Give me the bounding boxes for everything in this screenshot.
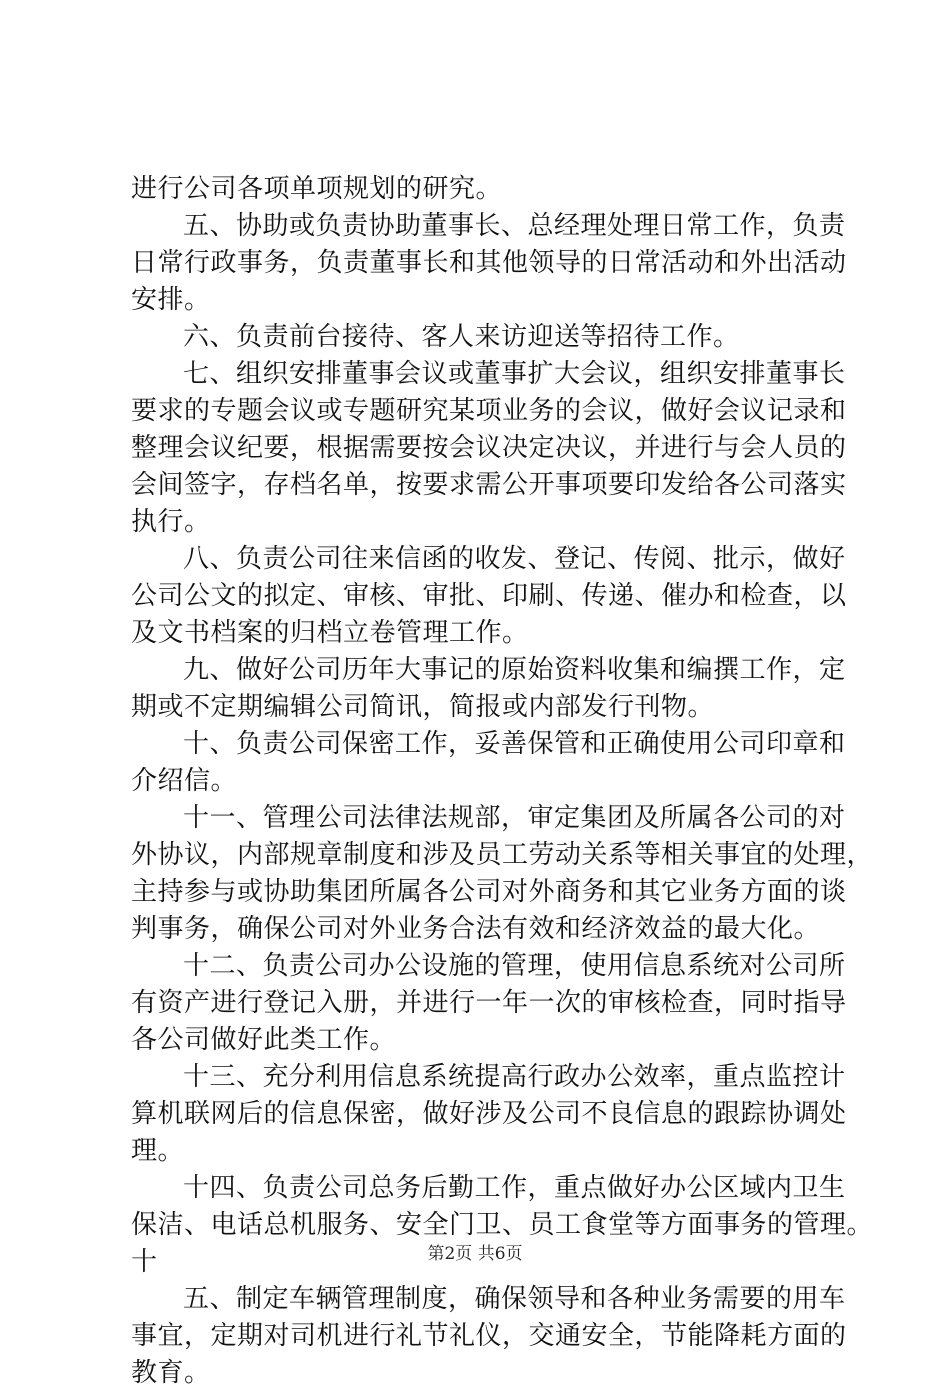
document-line: 执行。	[131, 507, 211, 537]
document-line: 保洁、电话总机服务、安全门卫、员工食堂等方面事务的管理。	[131, 1210, 874, 1240]
document-line: 期或不定期编辑公司简讯，简报或内部发行刊物。	[131, 692, 715, 722]
document-line: 主持参与或协助集团所属各公司对外商务和其它业务方面的谈	[131, 877, 847, 907]
document-line: 进行公司各项单项规划的研究。	[131, 174, 503, 204]
document-line: 十	[131, 1247, 158, 1277]
document-line: 要求的专题会议或专题研究某项业务的会议，做好会议记录和	[131, 396, 847, 426]
document-line: 理。	[131, 1136, 185, 1166]
document-line: 十一、管理公司法律法规部，审定集团及所属各公司的对	[183, 803, 846, 833]
document-line: 会间签字，存档名单，按要求需公开事项要印发给各公司落实	[131, 470, 847, 500]
document-line: 五、制定车辆管理制度，确保领导和各种业务需要的用车	[183, 1284, 846, 1314]
document-body	[131, 171, 874, 1392]
document-line: 日常行政事务，负责董事长和其他领导的日常活动和外出活动	[131, 248, 847, 278]
document-line: 事宜，定期对司机进行礼节礼仪，交通安全，节能降耗方面的	[131, 1321, 847, 1351]
document-line: 十、负责公司保密工作，妥善保管和正确使用公司印章和	[183, 729, 846, 759]
document-line: 五、协助或负责协助董事长、总经理处理日常工作，负责	[183, 211, 846, 241]
document-line: 判事务，确保公司对外业务合法有效和经济效益的最大化。	[131, 914, 821, 944]
document-line: 安排。	[131, 285, 211, 315]
document-line: 八、负责公司往来信函的收发、登记、传阅、批示，做好	[183, 544, 846, 574]
document-line: 及文书档案的归档立卷管理工作。	[131, 618, 529, 648]
document-line: 有资产进行登记入册，并进行一年一次的审核检查，同时指导	[131, 988, 847, 1018]
page-number-footer: 第2页 共6页	[427, 1244, 523, 1264]
document-line: 十四、负责公司总务后勤工作，重点做好办公区域内卫生	[183, 1173, 846, 1203]
document-line: 各公司做好此类工作。	[131, 1025, 397, 1055]
document-line: 介绍信。	[131, 766, 238, 796]
document-line: 十二、负责公司办公设施的管理，使用信息系统对公司所	[183, 951, 846, 981]
document-line: 十三、充分利用信息系统提高行政办公效率，重点监控计	[183, 1062, 846, 1092]
document-line: 九、做好公司历年大事记的原始资料收集和编撰工作，定	[183, 655, 846, 685]
document-line: 七、组织安排董事会议或董事扩大会议，组织安排董事长	[183, 359, 846, 389]
document-line: 公司公文的拟定、审核、审批、印刷、传递、催办和检查，以	[131, 581, 847, 611]
document-line: 整理会议纪要，根据需要按会议决定决议，并进行与会人员的	[131, 433, 847, 463]
document-line: 算机联网后的信息保密，做好涉及公司不良信息的跟踪协调处	[131, 1099, 847, 1129]
document-line: 外协议，内部规章制度和涉及员工劳动关系等相关事宜的处理，	[131, 840, 874, 870]
document-line: 六、负责前台接待、客人来访迎送等招待工作。	[183, 322, 740, 352]
document-line: 教育。	[131, 1358, 211, 1388]
